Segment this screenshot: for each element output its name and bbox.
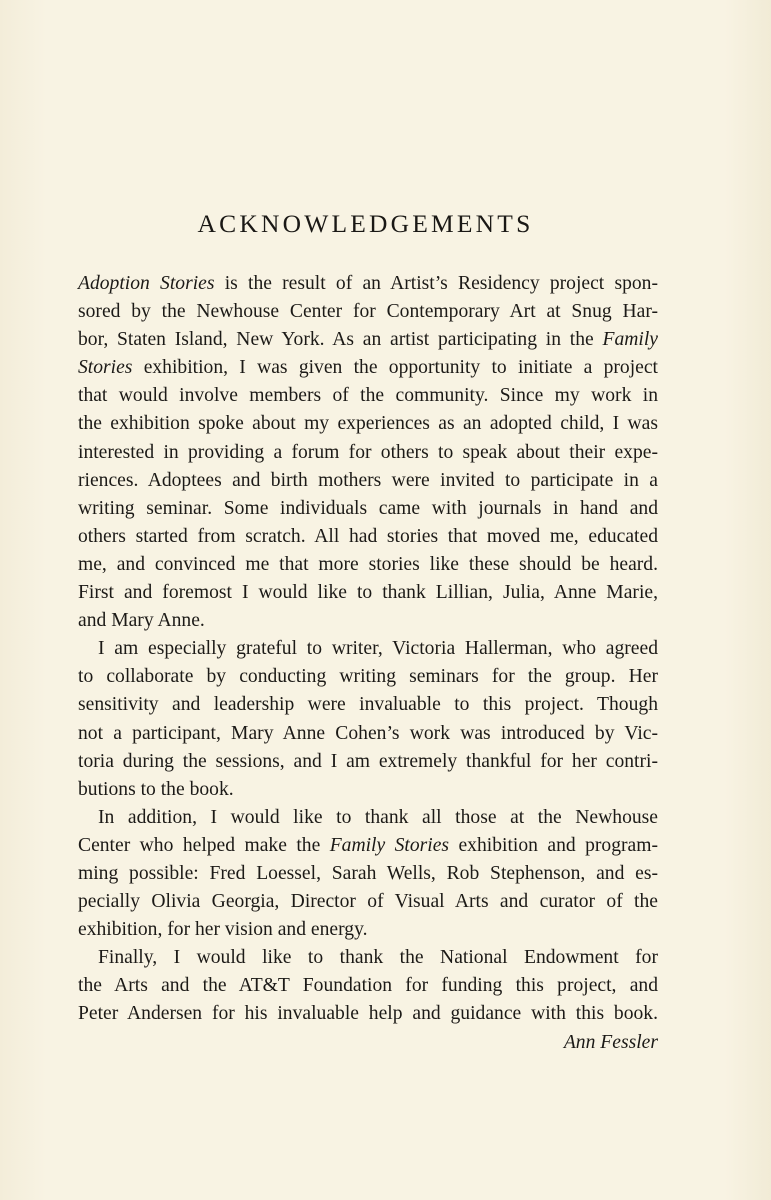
- text-line: the Arts and the AT&T Foundation for funding this project, and: [78, 975, 658, 997]
- page-title: ACKNOWLEDGEMENTS: [197, 209, 534, 238]
- text-line: butions to the book.: [78, 778, 234, 800]
- paragraph-3: [78, 804, 658, 944]
- paragraph-1: [78, 270, 658, 635]
- signature: Ann Fessler: [563, 1031, 658, 1053]
- exhibition-title: Family: [602, 329, 658, 351]
- text-line: Center who helped make the Family Stories exhibition and program-: [78, 834, 658, 856]
- acknowledgements-text: [78, 270, 658, 1057]
- text-line: not a participant, Mary Anne Cohen’s work was introduced by Vic-: [78, 722, 658, 744]
- text-line: exhibition, for her vision and energy.: [78, 919, 368, 941]
- exhibition-title: Family Stories: [329, 834, 450, 856]
- exhibition-title: Stories: [78, 357, 133, 379]
- text-line: others started from scratch. All had stories that moved me, educated: [78, 525, 658, 547]
- text-line: toria during the sessions, and I am extremely thankful for her contri-: [78, 750, 658, 772]
- text-line: Stories exhibition, I was given the opportunity to initiate a project: [78, 357, 658, 379]
- text-line: interested in providing a forum for others to speak about their expe-: [78, 441, 658, 463]
- text-line: that would involve members of the community. Since my work in: [78, 385, 658, 407]
- text-line: First and foremost I would like to thank Lillian, Julia, Anne Marie,: [78, 582, 658, 604]
- text-line: bor, Staten Island, New York. As an artist participating in the Family: [78, 329, 658, 351]
- text-line: Finally, I would like to thank the National Endowment for: [98, 947, 658, 969]
- book-title: Adoption Stories: [78, 273, 215, 294]
- text-line: riences. Adoptees and birth mothers were invited to participate in a: [78, 469, 658, 491]
- text-line: sored by the Newhouse Center for Contemporary Art at Snug Har-: [78, 301, 658, 323]
- text-line: me, and convinced me that more stories like these should be heard.: [78, 553, 658, 575]
- text-line: the exhibition spoke about my experiences as an adopted child, I was: [78, 413, 658, 435]
- text-line: I am especially grateful to writer, Victoria Hallerman, who agreed: [98, 638, 658, 660]
- paragraph-4: [78, 944, 658, 1028]
- text-line: pecially Olivia Georgia, Director of Visual Arts and curator of the: [78, 891, 658, 913]
- text-line: to collaborate by conducting writing seminars for the group. Her: [78, 666, 658, 688]
- paragraph-2: [78, 635, 658, 804]
- text-line: In addition, I would like to thank all those at the Newhouse: [98, 806, 658, 828]
- text-line: sensitivity and leadership were invaluable to this project. Though: [78, 694, 658, 716]
- text-line: Peter Andersen for his invaluable help and guidance with this book.: [78, 1003, 658, 1025]
- text-line: and Mary Anne.: [78, 610, 205, 632]
- text-line: ming possible: Fred Loessel, Sarah Wells, Rob Stephenson, and es-: [78, 862, 658, 884]
- text-line: Adoption Stories is the result of an Artist’s Residency project spon-: [78, 273, 658, 294]
- text-line: writing seminar. Some individuals came with journals in hand and: [78, 497, 658, 519]
